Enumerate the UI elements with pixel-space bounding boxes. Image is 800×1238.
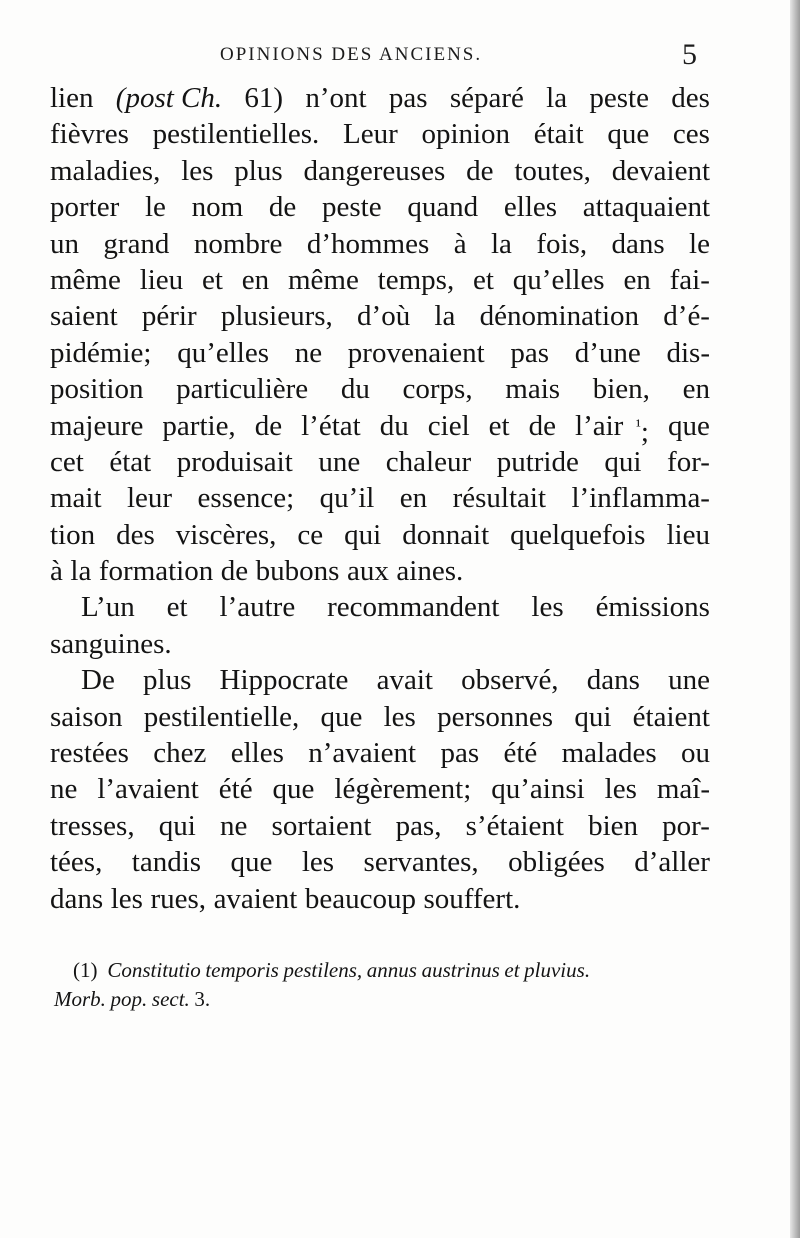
word: pidémie; [50,336,152,369]
word: à [453,227,467,260]
word: maladies, [50,154,161,187]
word: le [144,191,166,224]
word: servantes, [363,846,479,879]
text-line [50,881,710,917]
word: dangereuses [303,154,446,187]
word: l’inflamma- [571,482,710,515]
footnote-word: sect. [151,987,190,1011]
word: et [166,591,188,624]
word: particulière [176,373,309,406]
word: peste [322,191,382,224]
word: lieu [139,263,184,296]
word: attaquaient [582,191,710,224]
word: peste [589,82,649,114]
footnote-word: pluvius. [524,958,591,982]
text-line [50,80,710,116]
word: quelquefois [510,518,646,551]
word: les [383,700,416,733]
word: que [230,846,273,879]
word: qui [604,445,642,478]
word: du [340,373,370,406]
word: du [379,409,409,442]
word: porter [50,191,120,224]
word: pas [510,336,550,369]
word: ciel [427,409,470,442]
word: pas [440,737,480,770]
word: tées, [50,846,103,879]
word: restées [50,737,129,770]
word: l’état [301,409,361,442]
word: sanguines. [50,627,172,660]
word: été [503,737,538,770]
word: nombre [193,227,283,260]
word: 61) [244,82,284,114]
word: donnait [402,518,490,551]
word: dans [611,227,665,260]
word: bubons [255,555,340,588]
word: l’air [575,409,624,442]
word: for- [667,445,710,478]
word: souffert. [423,882,521,915]
word: en [399,482,428,515]
footnote-line [54,985,713,1014]
word: été [218,773,253,806]
footnote-word: pestilens, [283,958,363,982]
word: de [254,409,283,442]
word: De [81,664,115,697]
word: saison [50,700,123,733]
word: toutes, [514,154,591,187]
word: qui [574,700,612,733]
word: produisait [176,445,293,478]
word: quand [407,191,479,224]
word: $^{^1}$; [635,415,649,448]
word: qui [158,809,196,842]
running-title: OPINIONS DES ANCIENS. [220,44,483,65]
word: d’aller [634,846,710,879]
footnote-reference: ¹ [635,415,641,435]
word: pestilentielles. [152,118,320,151]
text-line [50,480,710,516]
text-line [50,771,710,807]
word: était [533,118,584,151]
footnote-word: austrinus [421,958,500,982]
word: plusieurs, [220,300,333,333]
word: tandis [131,846,202,879]
word: qu’elles [512,263,605,296]
word: dans [586,664,640,697]
word: ces [672,118,710,151]
text-line [50,116,710,152]
word: même [50,263,121,296]
word: ou [680,737,710,770]
text-line [50,298,710,334]
word: et [473,263,494,296]
word: aines. [396,555,464,588]
word: Leur [343,118,398,151]
word: tresses, [50,809,135,842]
word: lieu [666,518,710,551]
word: devaient [611,154,710,187]
word: s’étaient [465,809,564,842]
word: pas [388,82,428,114]
word: elles [503,191,558,224]
word: un [50,227,79,260]
word: maî- [656,773,710,806]
word: émissions [595,591,710,624]
word: ne [294,336,323,369]
word: chez [153,737,207,770]
word: les [110,882,143,915]
word: qu’elles [177,336,269,369]
text-line [50,553,710,589]
footnote-word: Morb. [54,987,106,1011]
word: partie, [162,409,236,442]
body-text [50,80,710,917]
text-line [50,226,710,262]
text-line [50,699,710,735]
word: une [668,664,710,697]
word: provenaient [347,336,485,369]
footnote-word: annus [366,958,417,982]
word: plus [143,664,192,697]
word: pestilentielle, [143,700,300,733]
word: de [268,191,297,224]
word: les [301,846,335,879]
word: bien, [592,373,650,406]
text-line [50,808,710,844]
word: putride [496,445,579,478]
footnote-word: pop. [110,987,148,1011]
word: le [689,227,710,260]
word: por- [662,809,710,842]
word: les [604,773,637,806]
word: de [220,555,249,588]
word: légèrement; [334,773,472,806]
word: des [116,518,155,551]
word: de [466,154,494,187]
page-number: 5 [682,38,697,71]
word: l’autre [219,591,296,624]
text-line [50,335,710,371]
word: ce [297,518,324,551]
word: mais [505,373,561,406]
word: malades [561,737,657,770]
word: en [682,373,710,406]
footnote-line [73,956,713,985]
word: rues, [150,882,207,915]
word: bien [588,809,638,842]
word: fois, [536,227,588,260]
word: (post Ch. [115,82,223,114]
word: ne [50,773,78,806]
word: n’avaient [308,737,417,770]
word: obligées [508,846,605,879]
word: fièvres [50,118,129,151]
word: étaient [632,700,710,733]
word: d’où [357,300,411,333]
word: à [50,555,63,588]
text-line [50,153,710,189]
word: qu’ainsi [491,773,585,806]
word: recommandent [327,591,500,624]
text-line [50,735,710,771]
word: d’hommes [306,227,430,260]
word: les [181,154,214,187]
word: résultait [452,482,547,515]
word: séparé [449,82,524,114]
text-line [50,662,710,698]
word: tion [50,518,96,551]
word: état [109,445,152,478]
word: majeure [50,409,144,442]
word: lien [50,82,94,114]
page-edge-shadow [790,0,800,1238]
word: même [287,263,359,296]
word: L’un [81,591,135,624]
word: sortaient [271,809,372,842]
word: chaleur [385,445,472,478]
word: aux [347,555,389,588]
word: la [70,555,92,588]
word: de [528,409,556,442]
word: que [667,409,710,442]
word: la [490,227,512,260]
word: avait [376,664,433,697]
word: mait [50,482,102,515]
word: viscères, [175,518,277,551]
word: saient [50,300,118,333]
word: la [546,82,568,114]
footnote-word: temporis [205,958,279,982]
word: fai- [669,263,710,296]
word: observé, [461,664,559,697]
word: et [202,263,223,296]
word: que [272,773,315,806]
word: leur [126,482,173,515]
word: ne [219,809,248,842]
word: une [318,445,361,478]
word: opinion [421,118,511,151]
word: essence; [197,482,295,515]
word: qu’il [319,482,375,515]
word: dénomination [479,300,640,333]
footnote-word: Constitutio [107,958,201,982]
word: position [50,373,144,406]
word: dis- [666,336,710,369]
word: périr [141,300,197,333]
text-line [50,444,710,480]
word: pas, [395,809,442,842]
word: et [488,409,510,442]
word: formation [98,555,214,588]
word: corps, [402,373,473,406]
word: grand [103,227,170,260]
word: que [607,118,650,151]
word: en [241,263,270,296]
word: qui [344,518,382,551]
footnote-word: 3. [194,987,211,1011]
text-line [50,371,710,407]
footnote-word: et [504,958,520,982]
word: elles [230,737,284,770]
text-line [50,517,710,553]
text-line [50,589,710,625]
word: dans [50,882,104,915]
text-line [50,189,710,225]
text-line [50,844,710,880]
word: Hippocrate [219,664,349,697]
word: en [623,263,651,296]
footnote [54,956,713,1014]
word: nom [191,191,244,224]
word: d’é- [663,300,710,333]
word: plus [234,154,283,187]
word: avaient [213,882,298,915]
text-line [50,262,710,298]
footnote-marker: (1) [73,958,98,982]
word: cet [50,445,84,478]
word: beaucoup [304,882,416,915]
word: temps, [377,263,455,296]
word: des [671,82,710,114]
word: la [434,300,456,333]
word: que [320,700,363,733]
word: l’avaient [97,773,199,806]
word: d’une [574,336,641,369]
word: personnes [437,700,554,733]
text-line [50,408,710,448]
word: n’ont [305,82,367,114]
word: les [531,591,564,624]
text-line [50,626,710,662]
